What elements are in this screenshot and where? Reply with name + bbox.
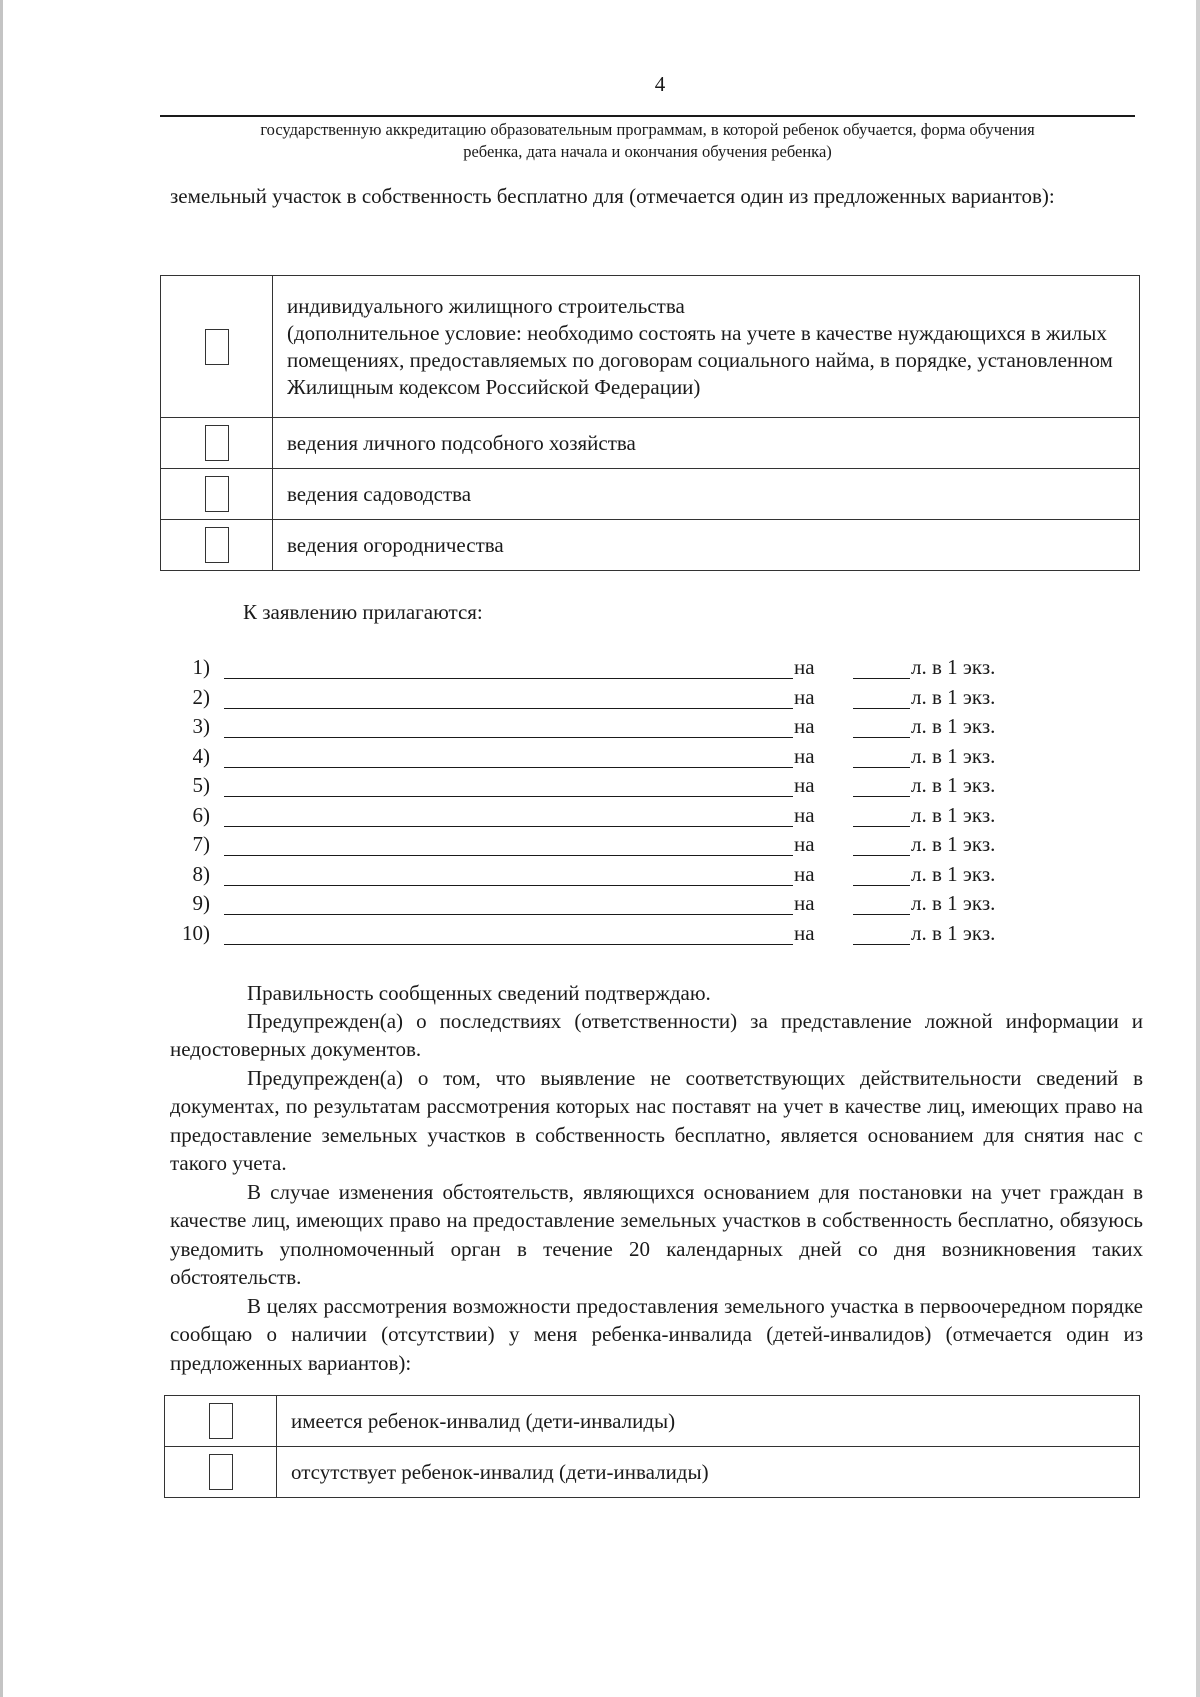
attachment-row bbox=[170, 653, 1030, 683]
declaration-notify-obligation: В случае изменения обстоятельств, являющихся основанием для постановки на учет граждан в качестве лиц, имеющих право на предоставление земельных участков в собственность бесплатно, обязуюсь уведомить уполномоченный орган в течение 20 календарных дней со дня возникновения таких обстоятельств. bbox=[170, 1180, 1143, 1290]
attachment-sheets-field[interactable] bbox=[853, 796, 910, 797]
attachment-sheets-field[interactable] bbox=[853, 708, 910, 709]
checkbox-gardening[interactable] bbox=[205, 476, 229, 512]
option-label-no-disabled-child: отсутствует ребенок-инвалид (дети-инвалиды) bbox=[277, 1447, 1140, 1498]
attachment-sheets-field[interactable] bbox=[853, 885, 910, 886]
attachment-suffix: л. в 1 экз. bbox=[911, 655, 996, 679]
attachment-number: 1) bbox=[192, 655, 210, 679]
attachment-row bbox=[170, 801, 1030, 831]
attachment-number: 7) bbox=[192, 832, 210, 856]
attachment-number: 10) bbox=[182, 920, 210, 945]
attachment-na-label: на bbox=[794, 920, 815, 945]
declaration-false-info-warning: Предупрежден(а) о последствиях (ответственности) за представление ложной информации и недостоверных документов. bbox=[170, 1009, 1143, 1062]
option-label-lph: ведения личного подсобного хозяйства bbox=[273, 418, 1140, 469]
attachment-suffix: л. в 1 экз. bbox=[911, 920, 996, 945]
attachment-na-label: на bbox=[794, 891, 815, 915]
declaration-deregistration-warning: Предупрежден(а) о том, что выявление не соответствующих действительности сведений в документах, по результатам рассмотрения которых нас поставят на учет в качестве лиц, имеющих право на предоставление земельных участков в собственность бесплатно, является основанием для снятия нас с такого учета. bbox=[170, 1066, 1143, 1176]
checkbox-cell bbox=[161, 520, 273, 571]
attachment-suffix: л. в 1 экз. bbox=[911, 891, 996, 915]
land-purpose-row-vegetable bbox=[161, 520, 1140, 571]
attachment-document-field[interactable] bbox=[224, 885, 793, 886]
attachments-list bbox=[170, 653, 1030, 948]
header-footnote bbox=[160, 119, 1135, 163]
scan-edge-left bbox=[0, 0, 3, 1697]
checkbox-has-disabled-child[interactable] bbox=[209, 1403, 233, 1439]
option-label-ijs: индивидуального жилищного строительства bbox=[287, 293, 685, 318]
attachment-sheets-field[interactable] bbox=[853, 737, 910, 738]
checkbox-vegetable[interactable] bbox=[205, 527, 229, 563]
attachment-sheets-field[interactable] bbox=[853, 944, 910, 945]
attachment-document-field[interactable] bbox=[224, 855, 793, 856]
attachment-suffix: л. в 1 экз. bbox=[911, 773, 996, 797]
checkbox-no-disabled-child[interactable] bbox=[209, 1454, 233, 1490]
attachment-suffix: л. в 1 экз. bbox=[911, 684, 996, 709]
attachment-na-label: на bbox=[794, 743, 815, 768]
disabled-child-row-no bbox=[165, 1447, 1140, 1498]
attachment-row bbox=[170, 683, 1030, 713]
land-purpose-table bbox=[160, 275, 1140, 571]
attachment-na-label: на bbox=[794, 714, 815, 738]
land-purpose-intro: земельный участок в собственность бесплатно для (отмечается один из предложенных вариантов): bbox=[170, 184, 1055, 208]
attachment-na-label: на bbox=[794, 802, 815, 827]
attachment-number: 3) bbox=[192, 714, 210, 738]
disabled-child-table bbox=[164, 1395, 1140, 1498]
attachment-number: 9) bbox=[192, 891, 210, 915]
checkbox-lph[interactable] bbox=[205, 425, 229, 461]
attachment-number: 2) bbox=[192, 684, 210, 709]
attachment-row bbox=[170, 860, 1030, 890]
checkbox-cell bbox=[161, 418, 273, 469]
disabled-child-row-yes bbox=[165, 1396, 1140, 1447]
attachment-na-label: на bbox=[794, 861, 815, 886]
option-label-has-disabled-child: имеется ребенок-инвалид (дети-инвалиды) bbox=[277, 1396, 1140, 1447]
attachment-na-label: на bbox=[794, 773, 815, 797]
page-number: 4 bbox=[654, 72, 666, 96]
checkbox-ijs[interactable] bbox=[205, 329, 229, 365]
attachment-sheets-field[interactable] bbox=[853, 767, 910, 768]
attachment-document-field[interactable] bbox=[224, 708, 793, 709]
attachment-document-field[interactable] bbox=[224, 826, 793, 827]
land-purpose-row-ijs bbox=[161, 276, 1140, 418]
option-condition-ijs: (дополнительное условие: необходимо состоять на учете в качестве нуждающихся в жилых помещениях, предоставляемых по договорам социального найма, в порядке, установленном Жилищным кодексом Российской Федерации) bbox=[287, 320, 1113, 399]
attachment-sheets-field[interactable] bbox=[853, 855, 910, 856]
declaration-disabled-child-intro: В целях рассмотрения возможности предоставления земельного участка в первоочередном порядке сообщаю о наличии (отсутствии) у меня ребенка-инвалида (детей-инвалидов) (отмечается один из предложенных вариантов): bbox=[170, 1294, 1143, 1375]
checkbox-cell bbox=[165, 1396, 277, 1447]
attachment-number: 6) bbox=[192, 802, 210, 827]
attachment-row bbox=[170, 919, 1030, 949]
attachment-sheets-field[interactable] bbox=[853, 914, 910, 915]
attachment-na-label: на bbox=[794, 655, 815, 679]
attachment-document-field[interactable] bbox=[224, 678, 793, 679]
attachment-number: 4) bbox=[192, 743, 210, 768]
attachments-title: К заявлению прилагаются: bbox=[243, 600, 483, 624]
header-note-line-1: государственную аккредитацию образовательным программам, в которой ребенок обучается, форма обучения bbox=[260, 120, 1035, 139]
attachment-suffix: л. в 1 экз. bbox=[911, 861, 996, 886]
attachment-row bbox=[170, 742, 1030, 772]
option-label-vegetable: ведения огородничества bbox=[273, 520, 1140, 571]
attachment-document-field[interactable] bbox=[224, 737, 793, 738]
attachment-suffix: л. в 1 экз. bbox=[911, 802, 996, 827]
attachment-sheets-field[interactable] bbox=[853, 678, 910, 679]
option-label-gardening: ведения садоводства bbox=[273, 469, 1140, 520]
attachment-suffix: л. в 1 экз. bbox=[911, 743, 996, 768]
header-note-line-2: ребенка, дата начала и окончания обучения ребенка) bbox=[463, 142, 832, 161]
option-text-cell bbox=[273, 276, 1140, 418]
attachment-suffix: л. в 1 экз. bbox=[911, 832, 996, 856]
scan-edge-right bbox=[1196, 0, 1200, 1697]
attachment-na-label: на bbox=[794, 684, 815, 709]
land-purpose-row-lph bbox=[161, 418, 1140, 469]
attachment-row bbox=[170, 889, 1030, 919]
attachment-sheets-field[interactable] bbox=[853, 826, 910, 827]
attachment-number: 5) bbox=[192, 773, 210, 797]
checkbox-cell bbox=[165, 1447, 277, 1498]
attachment-number: 8) bbox=[192, 861, 210, 886]
checkbox-cell bbox=[161, 276, 273, 418]
attachment-row bbox=[170, 712, 1030, 742]
attachment-document-field[interactable] bbox=[224, 767, 793, 768]
header-rule bbox=[160, 115, 1135, 117]
checkbox-cell bbox=[161, 469, 273, 520]
attachment-suffix: л. в 1 экз. bbox=[911, 714, 996, 738]
attachment-document-field[interactable] bbox=[224, 914, 793, 915]
land-purpose-row-gardening bbox=[161, 469, 1140, 520]
attachment-document-field[interactable] bbox=[224, 944, 793, 945]
attachment-na-label: на bbox=[794, 832, 815, 856]
attachment-row bbox=[170, 830, 1030, 860]
attachment-row bbox=[170, 771, 1030, 801]
attachment-document-field[interactable] bbox=[224, 796, 793, 797]
declaration-confirm: Правильность сообщенных сведений подтверждаю. bbox=[247, 981, 711, 1005]
